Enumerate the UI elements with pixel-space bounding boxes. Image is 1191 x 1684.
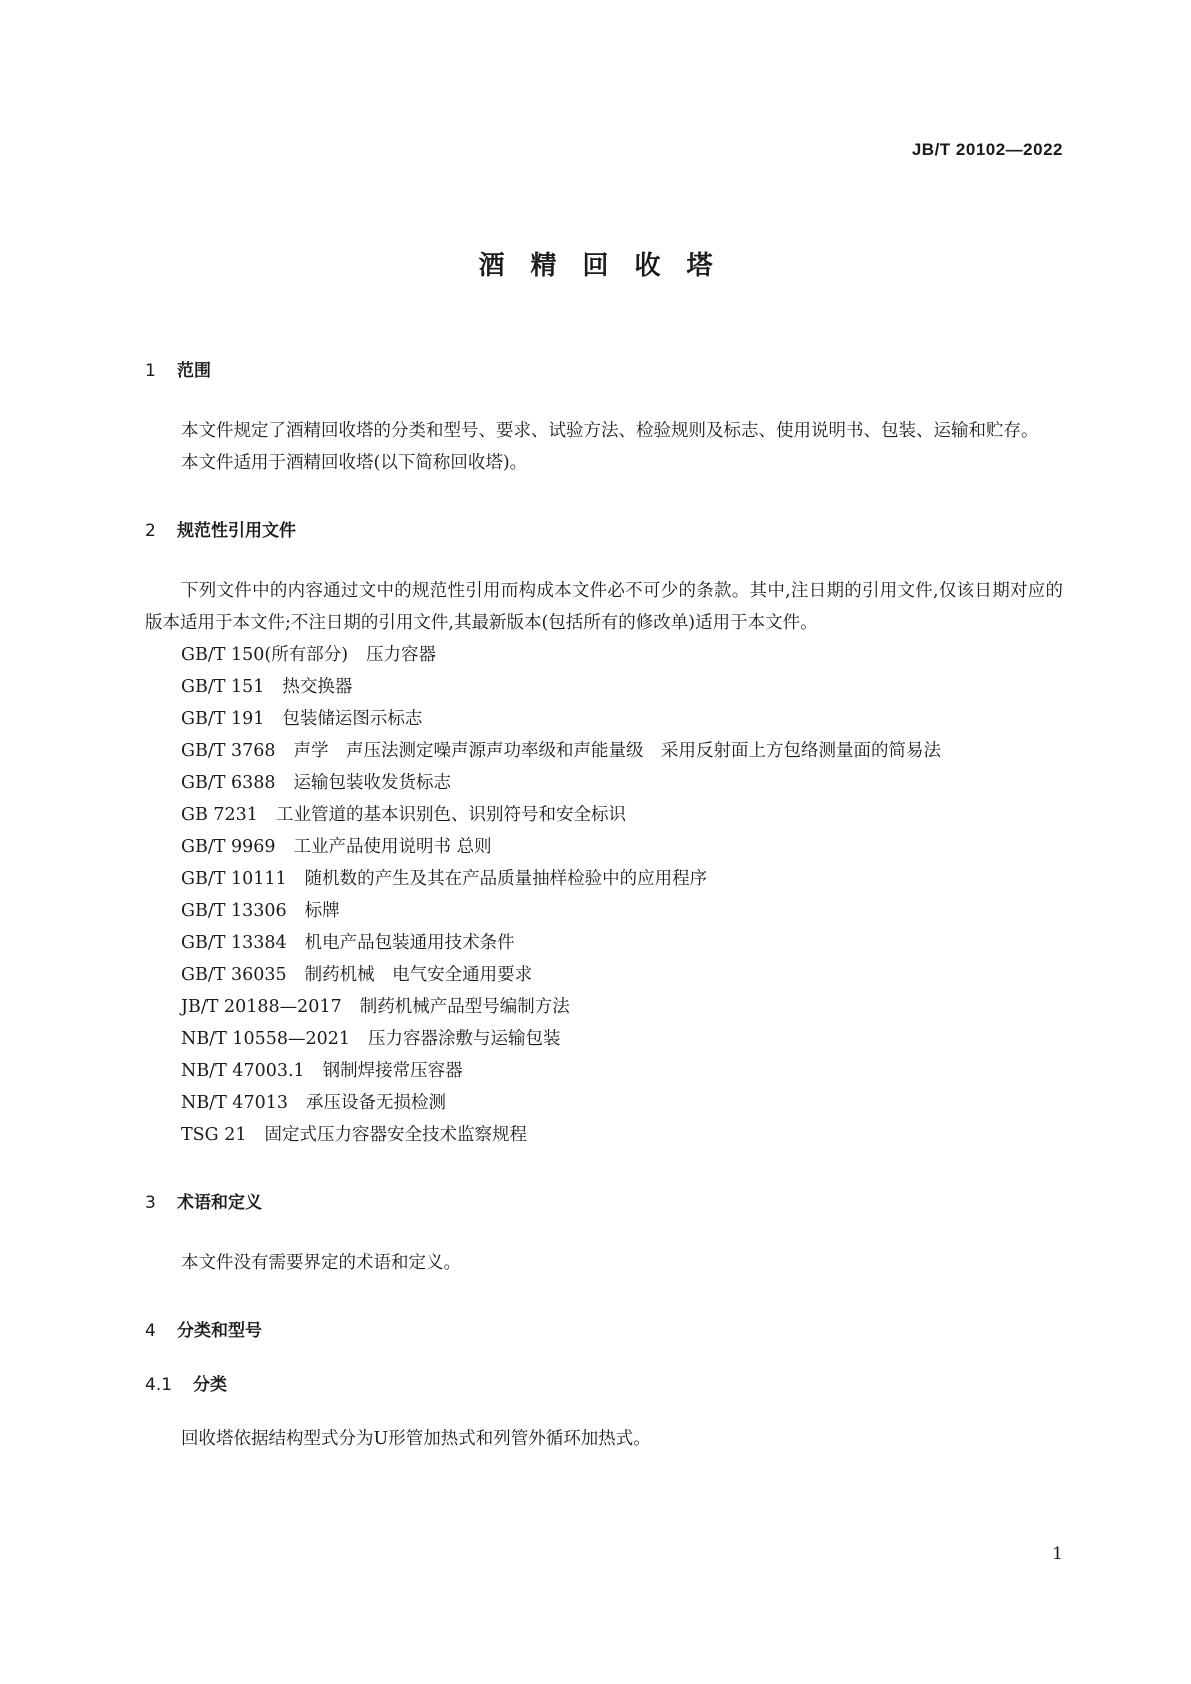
reference-item — [145, 959, 1063, 991]
reference-title: 制药机械 电气安全通用要求 — [304, 965, 533, 985]
reference-item — [145, 703, 1063, 735]
reference-item — [145, 799, 1063, 831]
section-number: 4 — [145, 1321, 156, 1341]
reference-title: 制药机械产品型号编制方法 — [359, 997, 570, 1017]
reference-item — [145, 895, 1063, 927]
reference-title: 压力容器 — [366, 645, 437, 665]
reference-title: 热交换器 — [282, 677, 353, 697]
section-1-heading — [145, 355, 1063, 387]
reference-title: 随机数的产生及其在产品质量抽样检验中的应用程序 — [304, 869, 708, 889]
section-number: 4.1 — [145, 1375, 173, 1395]
reference-code: GB/T 191 — [181, 709, 265, 729]
paragraph: 回收塔依据结构型式分为U形管加热式和列管外循环加热式。 — [181, 1429, 651, 1449]
reference-title: 工业管道的基本识别色、识别符号和安全标识 — [275, 805, 626, 825]
reference-title: 压力容器涂敷与运输包装 — [368, 1029, 561, 1049]
reference-item — [145, 671, 1063, 703]
section-title: 范围 — [177, 361, 211, 381]
section-number: 2 — [145, 521, 156, 541]
section-number: 1 — [145, 361, 156, 381]
reference-item — [145, 1087, 1063, 1119]
paragraph: 本文件规定了酒精回收塔的分类和型号、要求、试验方法、检验规则及标志、使用说明书、包装、运输和贮存。 — [181, 421, 1039, 441]
reference-title: 标牌 — [304, 901, 340, 921]
reference-item — [145, 735, 1063, 767]
reference-code: GB/T 151 — [181, 677, 265, 697]
reference-item — [145, 767, 1063, 799]
section-title: 术语和定义 — [177, 1193, 262, 1213]
reference-item — [145, 927, 1063, 959]
reference-item — [145, 831, 1063, 863]
reference-title: 工业产品使用说明书 总则 — [293, 837, 492, 857]
section-3-heading — [145, 1187, 1063, 1219]
reference-title: 声学 声压法测定噪声源声功率级和声能量级 采用反射面上方包络测量面的简易法 — [293, 741, 942, 761]
reference-item — [145, 863, 1063, 895]
section-title: 分类和型号 — [177, 1321, 262, 1341]
section-4-heading — [145, 1315, 1063, 1347]
section-title: 规范性引用文件 — [177, 521, 296, 541]
reference-code: TSG 21 — [181, 1125, 247, 1145]
reference-title: 包装储运图示标志 — [282, 709, 423, 729]
reference-code: GB/T 9969 — [181, 837, 276, 857]
reference-title: 承压设备无损检测 — [305, 1093, 446, 1113]
reference-code: GB/T 13306 — [181, 901, 287, 921]
reference-code: GB/T 36035 — [181, 965, 287, 985]
section-2-heading — [145, 515, 1063, 547]
paragraph: 下列文件中的内容通过文中的规范性引用而构成本文件必不可少的条款。其中,注日期的引用文件,仅该日期对应的版本适用于本文件;不注日期的引用文件,其最新版本(包括所有的修改单)适用于本文件。 — [145, 581, 1063, 633]
reference-code: GB/T 3768 — [181, 741, 276, 761]
reference-code: GB/T 6388 — [181, 773, 276, 793]
section-4-1-heading — [145, 1369, 1063, 1401]
paragraph: 本文件没有需要界定的术语和定义。 — [181, 1253, 461, 1273]
reference-title: 固定式压力容器安全技术监察规程 — [264, 1125, 527, 1145]
section-number: 3 — [145, 1193, 156, 1213]
document-title: 酒精回收塔 — [478, 251, 739, 281]
standard-code: JB/T 20102—2022 — [911, 140, 1063, 159]
reference-item — [145, 991, 1063, 1023]
reference-code: GB 7231 — [181, 805, 258, 825]
section-title: 分类 — [193, 1375, 227, 1395]
reference-title: 运输包装收发货标志 — [293, 773, 452, 793]
page-number: 1 — [1052, 1544, 1063, 1564]
reference-code: NB/T 47003.1 — [181, 1061, 305, 1081]
reference-code: GB/T 10111 — [181, 869, 287, 889]
reference-item — [145, 639, 1063, 671]
reference-list — [145, 639, 1063, 1151]
reference-title: 机电产品包装通用技术条件 — [304, 933, 515, 953]
reference-code: GB/T 150(所有部分) — [181, 645, 349, 665]
reference-code: GB/T 13384 — [181, 933, 287, 953]
reference-code: JB/T 20188—2017 — [181, 997, 342, 1017]
reference-item — [145, 1023, 1063, 1055]
document-body — [145, 355, 1063, 1455]
reference-code: NB/T 47013 — [181, 1093, 288, 1113]
reference-item — [145, 1119, 1063, 1151]
reference-item — [145, 1055, 1063, 1087]
reference-code: NB/T 10558—2021 — [181, 1029, 351, 1049]
reference-title: 钢制焊接常压容器 — [322, 1061, 463, 1081]
paragraph: 本文件适用于酒精回收塔(以下简称回收塔)。 — [181, 453, 528, 473]
